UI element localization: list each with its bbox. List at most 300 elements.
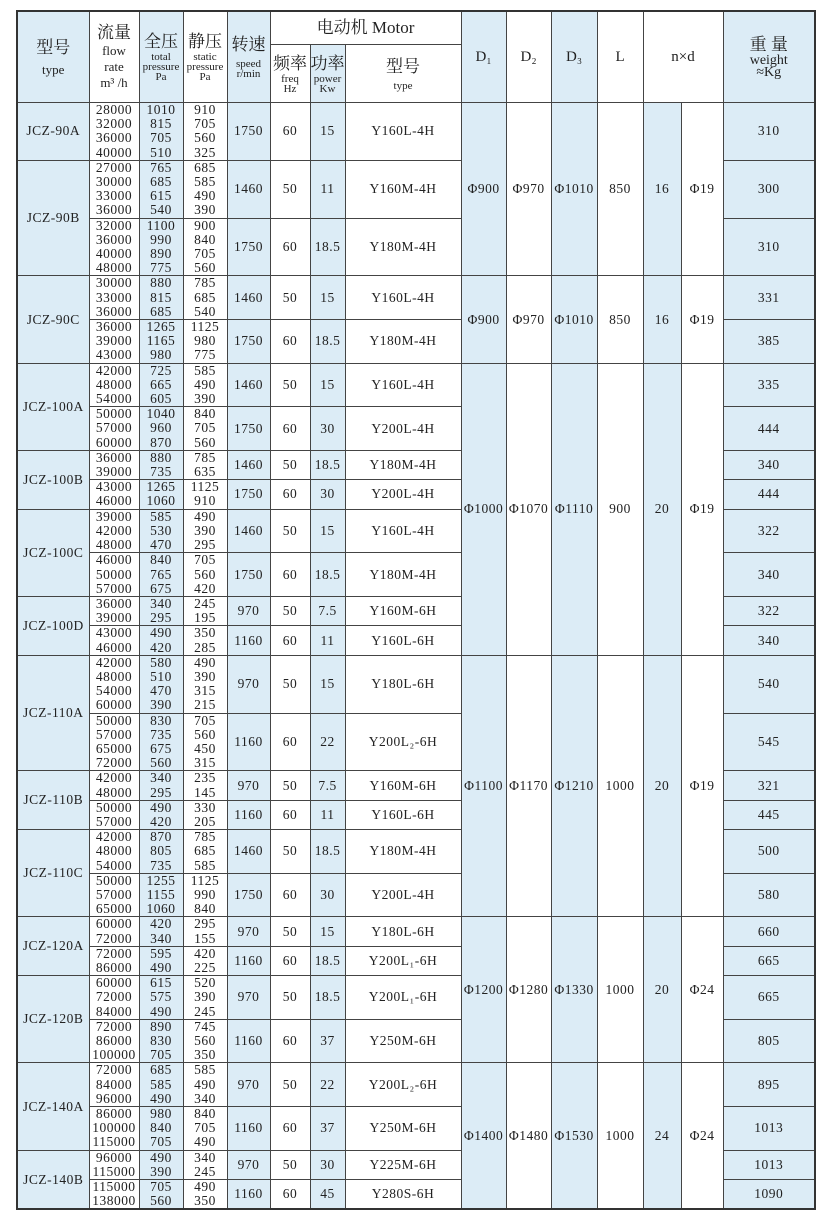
- weight: 444: [723, 407, 815, 451]
- hole-diameter: Φ19: [681, 276, 723, 363]
- speed: 1460: [227, 363, 270, 407]
- dimension-d3: Φ1530: [551, 1063, 597, 1210]
- frequency: 60: [270, 800, 310, 829]
- header-static-en2: pressure: [186, 61, 224, 73]
- header-freq-en: freq: [281, 72, 299, 85]
- flow-rate: [89, 1107, 139, 1151]
- total-pressure-value: 665: [150, 376, 172, 392]
- static-pressure-value: 490: [194, 188, 216, 204]
- total-pressure-value: 675: [150, 580, 172, 596]
- flow-rate-value: 100000: [92, 1120, 136, 1136]
- flow-rate-value: 33000: [95, 289, 133, 305]
- speed: 970: [227, 596, 270, 625]
- speed: 1750: [227, 218, 270, 276]
- speed: 1750: [227, 407, 270, 451]
- speed: 1750: [227, 103, 270, 161]
- frequency: 50: [270, 509, 310, 553]
- static-pressure-value: 560: [194, 726, 216, 742]
- motor-type: Y160L-4H: [345, 103, 461, 161]
- total-pressure-value: 705: [150, 1134, 172, 1150]
- frequency: 50: [270, 830, 310, 874]
- total-pressure-value: 490: [150, 1150, 172, 1165]
- weight: 660: [723, 917, 815, 946]
- flow-rate-value: 100000: [92, 1047, 136, 1063]
- speed: 1160: [227, 1019, 270, 1063]
- total-pressure-value: 1040: [146, 406, 176, 422]
- dimension-d2: Φ1480: [506, 1063, 551, 1210]
- weight: 1013: [723, 1107, 815, 1151]
- static-pressure-value: 705: [194, 1120, 216, 1136]
- frequency: 60: [270, 480, 310, 509]
- weight: 444: [723, 480, 815, 509]
- weight: 895: [723, 1063, 815, 1107]
- power: 18.5: [310, 553, 345, 597]
- flow-rate-value: 48000: [95, 260, 133, 276]
- total-pressure: [139, 655, 183, 713]
- header-power: [310, 45, 345, 103]
- total-pressure-value: 595: [150, 946, 172, 961]
- total-pressure: [139, 713, 183, 771]
- flow-rate-value: 57000: [95, 886, 133, 902]
- total-pressure-value: 685: [150, 1062, 172, 1078]
- flow-rate-value: 86000: [95, 1106, 133, 1122]
- static-pressure-value: 490: [194, 1076, 216, 1092]
- total-pressure-value: 725: [150, 363, 172, 378]
- weight: 665: [723, 976, 815, 1020]
- motor-type: Y160M-6H: [345, 596, 461, 625]
- total-pressure-value: 765: [150, 566, 172, 582]
- dimension-d3: Φ1010: [551, 103, 597, 276]
- total-pressure-value: 1060: [146, 901, 176, 917]
- flow-rate: [89, 160, 139, 218]
- power: 30: [310, 407, 345, 451]
- static-pressure-value: 340: [194, 1150, 216, 1165]
- flow-rate-value: 36000: [95, 596, 133, 611]
- header-flow-en1: flow: [102, 43, 126, 58]
- dimension-d2: Φ1070: [506, 363, 551, 655]
- hole-diameter: Φ19: [681, 655, 723, 917]
- frequency: 50: [270, 450, 310, 479]
- static-pressure-value: 145: [194, 784, 216, 800]
- total-pressure: [139, 480, 183, 509]
- frequency: 50: [270, 917, 310, 946]
- total-pressure-value: 490: [150, 800, 172, 815]
- total-pressure-value: 705: [150, 1047, 172, 1063]
- motor-type: Y160L-6H: [345, 800, 461, 829]
- static-pressure-value: 325: [194, 144, 216, 160]
- static-pressure: [183, 1107, 227, 1151]
- flow-rate: [89, 553, 139, 597]
- flow-rate-value: 42000: [95, 522, 133, 538]
- header-speed-en: speed: [235, 58, 262, 70]
- flow-rate-value: 72000: [95, 1019, 133, 1034]
- total-pressure: [139, 626, 183, 655]
- flow-rate-value: 40000: [95, 144, 133, 160]
- flow-rate-value: 60000: [95, 697, 133, 713]
- static-pressure-value: 900: [194, 218, 216, 233]
- power: 15: [310, 363, 345, 407]
- total-pressure-value: 340: [150, 596, 172, 611]
- static-pressure-value: 685: [194, 289, 216, 305]
- dimension-d1: Φ1000: [461, 363, 506, 655]
- static-pressure-value: 635: [194, 464, 216, 480]
- motor-type: Y200L-4H: [345, 480, 461, 509]
- header-flow: [89, 11, 139, 103]
- total-pressure: [139, 830, 183, 874]
- total-pressure-value: 840: [150, 552, 172, 568]
- header-d3: D₃: [551, 11, 597, 103]
- static-pressure-value: 490: [194, 1179, 216, 1195]
- static-pressure-value: 685: [194, 160, 216, 175]
- total-pressure-value: 1255: [146, 873, 176, 888]
- weight: 580: [723, 873, 815, 917]
- table-row: [17, 276, 815, 320]
- total-pressure: [139, 1150, 183, 1179]
- model-name: JCZ-90B: [17, 160, 89, 276]
- frequency: 50: [270, 276, 310, 320]
- static-pressure-value: 560: [194, 566, 216, 582]
- flow-rate-value: 36000: [95, 130, 133, 146]
- total-pressure-value: 840: [150, 1120, 172, 1136]
- static-pressure-value: 490: [194, 1134, 216, 1150]
- header-type-cn: 型号: [36, 38, 71, 57]
- speed: 1460: [227, 276, 270, 320]
- total-pressure-value: 735: [150, 464, 172, 480]
- table-header: [17, 11, 815, 103]
- power: 37: [310, 1107, 345, 1151]
- flow-rate: [89, 830, 139, 874]
- total-pressure-value: 470: [150, 683, 172, 699]
- motor-type: Y200L-4H: [345, 873, 461, 917]
- power: 11: [310, 626, 345, 655]
- total-pressure: [139, 160, 183, 218]
- total-pressure-value: 1060: [146, 493, 176, 509]
- weight: 321: [723, 771, 815, 800]
- header-d1: D₁: [461, 11, 506, 103]
- flow-rate-value: 48000: [95, 376, 133, 392]
- flow-rate-value: 48000: [95, 537, 133, 553]
- flow-rate: [89, 596, 139, 625]
- weight: 322: [723, 596, 815, 625]
- motor-type: Y160M-4H: [345, 160, 461, 218]
- weight: 385: [723, 320, 815, 364]
- header-type-en: type: [42, 62, 65, 77]
- motor-type: Y180L-6H: [345, 655, 461, 713]
- total-pressure-value: 880: [150, 450, 172, 465]
- flow-rate-value: 54000: [95, 683, 133, 699]
- flow-rate-value: 46000: [95, 552, 133, 568]
- total-pressure-value: 675: [150, 740, 172, 756]
- static-pressure: [183, 655, 227, 713]
- total-pressure: [139, 596, 183, 625]
- header-static-en: static: [193, 51, 217, 63]
- power: 30: [310, 1150, 345, 1179]
- weight: 665: [723, 946, 815, 975]
- flow-rate: [89, 946, 139, 975]
- static-pressure-value: 520: [194, 975, 216, 991]
- static-pressure: [183, 1019, 227, 1063]
- header-freq-unit: Hz: [283, 82, 297, 95]
- flow-rate-value: 50000: [95, 873, 133, 888]
- flow-rate: [89, 771, 139, 800]
- static-pressure: [183, 626, 227, 655]
- speed: 1160: [227, 800, 270, 829]
- speed: 1160: [227, 1180, 270, 1210]
- frequency: 50: [270, 363, 310, 407]
- static-pressure-value: 390: [194, 522, 216, 538]
- total-pressure-value: 830: [150, 713, 172, 728]
- dimension-d3: Φ1010: [551, 276, 597, 363]
- header-total-cn: 全压: [144, 32, 178, 51]
- speed: 1460: [227, 509, 270, 553]
- power: 15: [310, 103, 345, 161]
- motor-type: Y160M-6H: [345, 771, 461, 800]
- total-pressure-value: 1155: [146, 886, 176, 902]
- total-pressure-value: 560: [150, 755, 172, 771]
- static-pressure-value: 560: [194, 260, 216, 276]
- flow-rate: [89, 450, 139, 479]
- flow-rate-value: 57000: [95, 580, 133, 596]
- motor-type: Y180M-4H: [345, 830, 461, 874]
- dimension-d3: Φ1110: [551, 363, 597, 655]
- model-name: JCZ-140B: [17, 1150, 89, 1209]
- speed: 1750: [227, 873, 270, 917]
- weight: 1013: [723, 1150, 815, 1179]
- hole-diameter: Φ24: [681, 1063, 723, 1210]
- static-pressure-value: 540: [194, 303, 216, 319]
- motor-type: Y200L₁-6H: [345, 946, 461, 975]
- speed: 1750: [227, 320, 270, 364]
- static-pressure-value: 390: [194, 989, 216, 1005]
- static-pressure-value: 155: [194, 930, 216, 946]
- frequency: 60: [270, 1019, 310, 1063]
- flow-rate: [89, 976, 139, 1020]
- weight: 500: [723, 830, 815, 874]
- total-pressure-value: 870: [150, 434, 172, 450]
- power: 45: [310, 1180, 345, 1210]
- power: 7.5: [310, 771, 345, 800]
- motor-type: Y180M-4H: [345, 218, 461, 276]
- flow-rate-value: 42000: [95, 770, 133, 786]
- total-pressure-value: 585: [150, 1076, 172, 1092]
- header-weight-unit: ≈Kg: [756, 65, 782, 80]
- static-pressure-value: 990: [194, 886, 216, 902]
- hole-count: 16: [643, 103, 681, 276]
- static-pressure: [183, 553, 227, 597]
- total-pressure-value: 870: [150, 829, 172, 845]
- power: 22: [310, 1063, 345, 1107]
- static-pressure-value: 560: [194, 130, 216, 146]
- static-pressure: [183, 1150, 227, 1179]
- table-row: [17, 103, 815, 161]
- dimension-l: 1000: [597, 655, 643, 917]
- weight: 445: [723, 800, 815, 829]
- header-flow-en2: rate: [104, 59, 124, 74]
- header-motor: 电动机 Motor: [270, 11, 461, 45]
- static-pressure: [183, 363, 227, 407]
- static-pressure-value: 745: [194, 1019, 216, 1034]
- header-weight-cn: 重 量: [749, 35, 788, 54]
- total-pressure: [139, 771, 183, 800]
- flow-rate: [89, 626, 139, 655]
- static-pressure: [183, 1180, 227, 1210]
- header-total-pressure: [139, 11, 183, 103]
- flow-rate-value: 42000: [95, 655, 133, 670]
- frequency: 60: [270, 713, 310, 771]
- flow-rate-value: 27000: [95, 160, 133, 175]
- total-pressure-value: 705: [150, 1179, 172, 1195]
- total-pressure: [139, 1019, 183, 1063]
- flow-rate-value: 60000: [95, 975, 133, 991]
- table-body: [17, 103, 815, 1210]
- header-total-unit: Pa: [155, 71, 167, 83]
- static-pressure: [183, 830, 227, 874]
- header-motor-type: [345, 45, 461, 103]
- total-pressure: [139, 1180, 183, 1210]
- flow-rate-value: 33000: [95, 188, 133, 204]
- motor-type: Y200L₁-6H: [345, 976, 461, 1020]
- total-pressure: [139, 363, 183, 407]
- static-pressure-value: 390: [194, 202, 216, 218]
- static-pressure: [183, 160, 227, 218]
- static-pressure-value: 1125: [190, 319, 220, 335]
- header-freq-cn: 频率: [273, 53, 307, 73]
- static-pressure-value: 295: [194, 916, 216, 932]
- static-pressure-value: 350: [194, 1047, 216, 1063]
- flow-rate: [89, 800, 139, 829]
- flow-rate-value: 65000: [95, 901, 133, 917]
- flow-rate: [89, 1150, 139, 1179]
- frequency: 60: [270, 1107, 310, 1151]
- static-pressure: [183, 596, 227, 625]
- static-pressure: [183, 103, 227, 161]
- flow-rate-value: 115000: [92, 1134, 136, 1150]
- model-name: JCZ-120B: [17, 976, 89, 1063]
- static-pressure: [183, 450, 227, 479]
- speed: 1460: [227, 450, 270, 479]
- model-name: JCZ-140A: [17, 1063, 89, 1150]
- speed: 1160: [227, 1107, 270, 1151]
- dimension-l: 850: [597, 103, 643, 276]
- motor-type: Y200L-4H: [345, 407, 461, 451]
- motor-type: Y250M-6H: [345, 1107, 461, 1151]
- header-flow-unit: m³ /h: [100, 75, 128, 90]
- speed: 970: [227, 655, 270, 713]
- frequency: 60: [270, 103, 310, 161]
- speed: 970: [227, 1150, 270, 1179]
- hole-count: 20: [643, 917, 681, 1063]
- total-pressure-value: 775: [150, 260, 172, 276]
- flow-rate-value: 30000: [95, 275, 133, 291]
- header-freq: [270, 45, 310, 103]
- total-pressure-value: 530: [150, 522, 172, 538]
- static-pressure: [183, 976, 227, 1020]
- static-pressure-value: 295: [194, 537, 216, 553]
- total-pressure-value: 470: [150, 537, 172, 553]
- total-pressure-value: 390: [150, 1163, 172, 1179]
- model-name: JCZ-100D: [17, 596, 89, 655]
- weight: 310: [723, 218, 815, 276]
- flow-rate-value: 60000: [95, 916, 133, 932]
- power: 18.5: [310, 976, 345, 1020]
- total-pressure-value: 615: [150, 975, 172, 991]
- flow-rate-value: 28000: [95, 102, 133, 117]
- frequency: 50: [270, 1063, 310, 1107]
- total-pressure: [139, 509, 183, 553]
- flow-rate-value: 36000: [95, 319, 133, 335]
- flow-rate: [89, 1180, 139, 1210]
- static-pressure: [183, 276, 227, 320]
- static-pressure-value: 785: [194, 829, 216, 845]
- total-pressure-value: 980: [150, 347, 172, 363]
- speed: 970: [227, 917, 270, 946]
- total-pressure-value: 510: [150, 144, 172, 160]
- total-pressure-value: 585: [150, 509, 172, 524]
- total-pressure-value: 295: [150, 784, 172, 800]
- flow-rate-value: 50000: [95, 566, 133, 582]
- power: 18.5: [310, 830, 345, 874]
- total-pressure: [139, 873, 183, 917]
- flow-rate-value: 72000: [95, 946, 133, 961]
- motor-type: Y180L-6H: [345, 917, 461, 946]
- static-pressure-value: 390: [194, 391, 216, 407]
- motor-type: Y280S-6H: [345, 1180, 461, 1210]
- static-pressure: [183, 713, 227, 771]
- total-pressure-value: 490: [150, 1090, 172, 1106]
- static-pressure-value: 450: [194, 740, 216, 756]
- static-pressure-value: 705: [194, 420, 216, 436]
- flow-rate-value: 72000: [95, 989, 133, 1005]
- flow-rate-value: 65000: [95, 740, 133, 756]
- flow-rate-value: 86000: [95, 1033, 133, 1048]
- power: 15: [310, 917, 345, 946]
- static-pressure-value: 585: [194, 857, 216, 873]
- static-pressure-value: 685: [194, 843, 216, 859]
- frequency: 60: [270, 1180, 310, 1210]
- flow-rate-value: 32000: [95, 116, 133, 132]
- flow-rate: [89, 480, 139, 509]
- total-pressure-value: 980: [150, 1106, 172, 1122]
- flow-rate-value: 86000: [95, 959, 133, 975]
- total-pressure-value: 540: [150, 202, 172, 218]
- header-flow-cn: 流量: [97, 23, 131, 42]
- power: 30: [310, 480, 345, 509]
- total-pressure-value: 390: [150, 697, 172, 713]
- flow-rate-value: 32000: [95, 218, 133, 233]
- static-pressure-value: 315: [194, 683, 216, 699]
- static-pressure: [183, 1063, 227, 1107]
- static-pressure-value: 245: [194, 1163, 216, 1179]
- total-pressure-value: 735: [150, 726, 172, 742]
- flow-rate-value: 39000: [95, 610, 133, 626]
- flow-rate-value: 39000: [95, 333, 133, 349]
- header-l: L: [597, 11, 643, 103]
- header-static-pressure: [183, 11, 227, 103]
- flow-rate-value: 43000: [95, 625, 133, 641]
- static-pressure-value: 775: [194, 347, 216, 363]
- header-total-en2: pressure: [142, 61, 180, 73]
- header-static-unit: Pa: [199, 71, 211, 83]
- static-pressure-value: 245: [194, 1003, 216, 1019]
- total-pressure-value: 830: [150, 1033, 172, 1048]
- static-pressure-value: 585: [194, 1062, 216, 1078]
- static-pressure: [183, 480, 227, 509]
- flow-rate: [89, 276, 139, 320]
- header-speed-cn: 转速: [231, 35, 266, 54]
- flow-rate-value: 36000: [95, 231, 133, 247]
- motor-type: Y180M-4H: [345, 553, 461, 597]
- static-pressure-value: 585: [194, 363, 216, 378]
